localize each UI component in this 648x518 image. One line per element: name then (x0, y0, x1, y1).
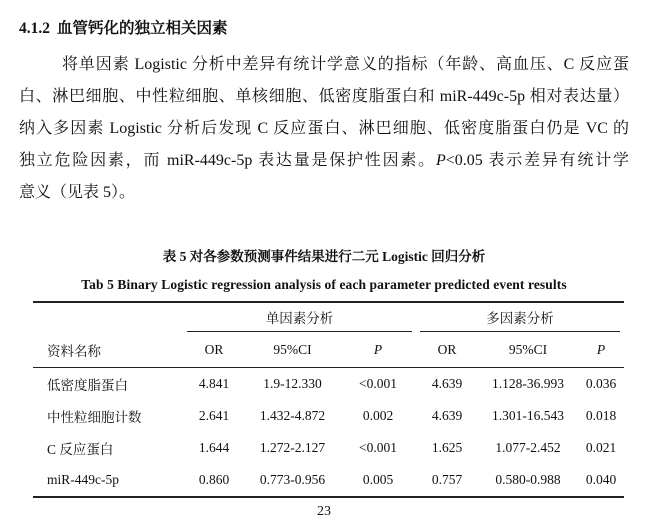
cell-name: C 反应蛋白 (47, 442, 114, 457)
table-row (33, 432, 624, 464)
column-header-ci-multi: 95%CI (478, 332, 578, 368)
cell-uni_or: 0.860 (198, 472, 230, 487)
regression-table (33, 301, 624, 498)
column-header-p-multi: P (578, 332, 624, 368)
table-row (33, 368, 624, 400)
cell-uni_p: 0.002 (362, 408, 394, 423)
table-row (33, 464, 624, 496)
section-heading (19, 16, 228, 38)
italic-p-symbol: P (435, 152, 446, 169)
body-paragraph (19, 49, 629, 209)
cell-uni_p: <0.001 (359, 440, 398, 455)
cell-multi_p: 0.021 (585, 440, 617, 455)
group-header-multivariate (416, 303, 624, 332)
paragraph-text: 白、淋巴细胞、中性粒细胞、单核细胞、低密度脂蛋白和 miR-449c-5p 相对表达量） (19, 88, 629, 105)
paragraph-line (19, 145, 629, 177)
cell-uni_ci: 1.272-2.127 (259, 440, 326, 455)
cell-multi_or: 4.639 (431, 408, 463, 423)
group-header-empty (33, 303, 183, 332)
section-title: 血管钙化的独立相关因素 (57, 20, 228, 37)
cell-name: 低密度脂蛋白 (47, 378, 128, 393)
cell-uni_ci: 1.9-12.330 (263, 376, 322, 391)
cell-multi_ci: 1.301-16.543 (492, 408, 565, 423)
cell-multi_ci: 1.077-2.452 (495, 440, 561, 455)
cell-multi_p: 0.018 (585, 408, 617, 423)
column-header-name: 资料名称 (33, 332, 183, 368)
cell-uni_or: 1.644 (198, 440, 230, 455)
cell-name: 中性粒细胞计数 (47, 410, 142, 425)
column-header-ci-uni: 95%CI (245, 332, 340, 368)
paragraph-text: 纳入多因素 Logistic 分析后发现 C 反应蛋白、淋巴细胞、低密度脂蛋白仍是 VC 的 (19, 120, 629, 137)
column-header-or-uni: OR (183, 332, 245, 368)
group-header-row (33, 303, 624, 332)
cell-multi_ci: 0.580-0.988 (495, 472, 561, 487)
table-body (33, 368, 624, 496)
paragraph-text: 意义（见表 5）。 (19, 184, 136, 201)
paragraph-line (19, 177, 629, 209)
cell-multi_ci: 1.128-36.993 (492, 376, 565, 391)
column-header-p-uni: P (340, 332, 416, 368)
paragraph-line (19, 113, 629, 145)
column-header-or-multi: OR (416, 332, 478, 368)
paragraph-line (19, 81, 629, 113)
cell-uni_ci: 0.773-0.956 (259, 472, 326, 487)
page-number: 23 (317, 504, 331, 518)
cell-uni_p: <0.001 (359, 376, 398, 391)
cell-uni_p: 0.005 (362, 472, 394, 487)
table-caption-chinese: 表 5 对各参数预测事件结果进行二元 Logistic 回归分析 (162, 249, 486, 264)
cell-multi_or: 0.757 (431, 472, 463, 487)
cell-multi_p: 0.040 (585, 472, 617, 487)
paragraph-text: <0.05 表示差异有统计学 (445, 152, 629, 169)
paragraph-text: 独立危险因素，而 miR-449c-5p 表达量是保护性因素。 (19, 152, 436, 169)
cell-multi_or: 4.639 (431, 376, 463, 391)
cell-name: miR-449c-5p (47, 472, 119, 487)
group-header-multivariate-label: 多因素分析 (420, 307, 620, 332)
table-caption-english: Tab 5 Binary Logistic regression analysis of each parameter predicted event results (81, 277, 567, 292)
table-row (33, 400, 624, 432)
paragraph-text: 将单因素 Logistic 分析中差异有统计学意义的指标（年龄、高血压、C 反应蛋 (62, 56, 629, 73)
cell-multi_p: 0.036 (585, 376, 617, 391)
cell-uni_ci: 1.432-4.872 (259, 408, 326, 423)
cell-uni_or: 2.641 (198, 408, 230, 423)
column-header-row (33, 332, 624, 368)
section-number: 4.1.2 (19, 20, 50, 37)
cell-multi_or: 1.625 (431, 440, 463, 455)
paragraph-line (19, 49, 629, 81)
cell-uni_or: 4.841 (198, 376, 230, 391)
group-header-univariate-label: 单因素分析 (187, 307, 412, 332)
group-header-univariate (183, 303, 416, 332)
